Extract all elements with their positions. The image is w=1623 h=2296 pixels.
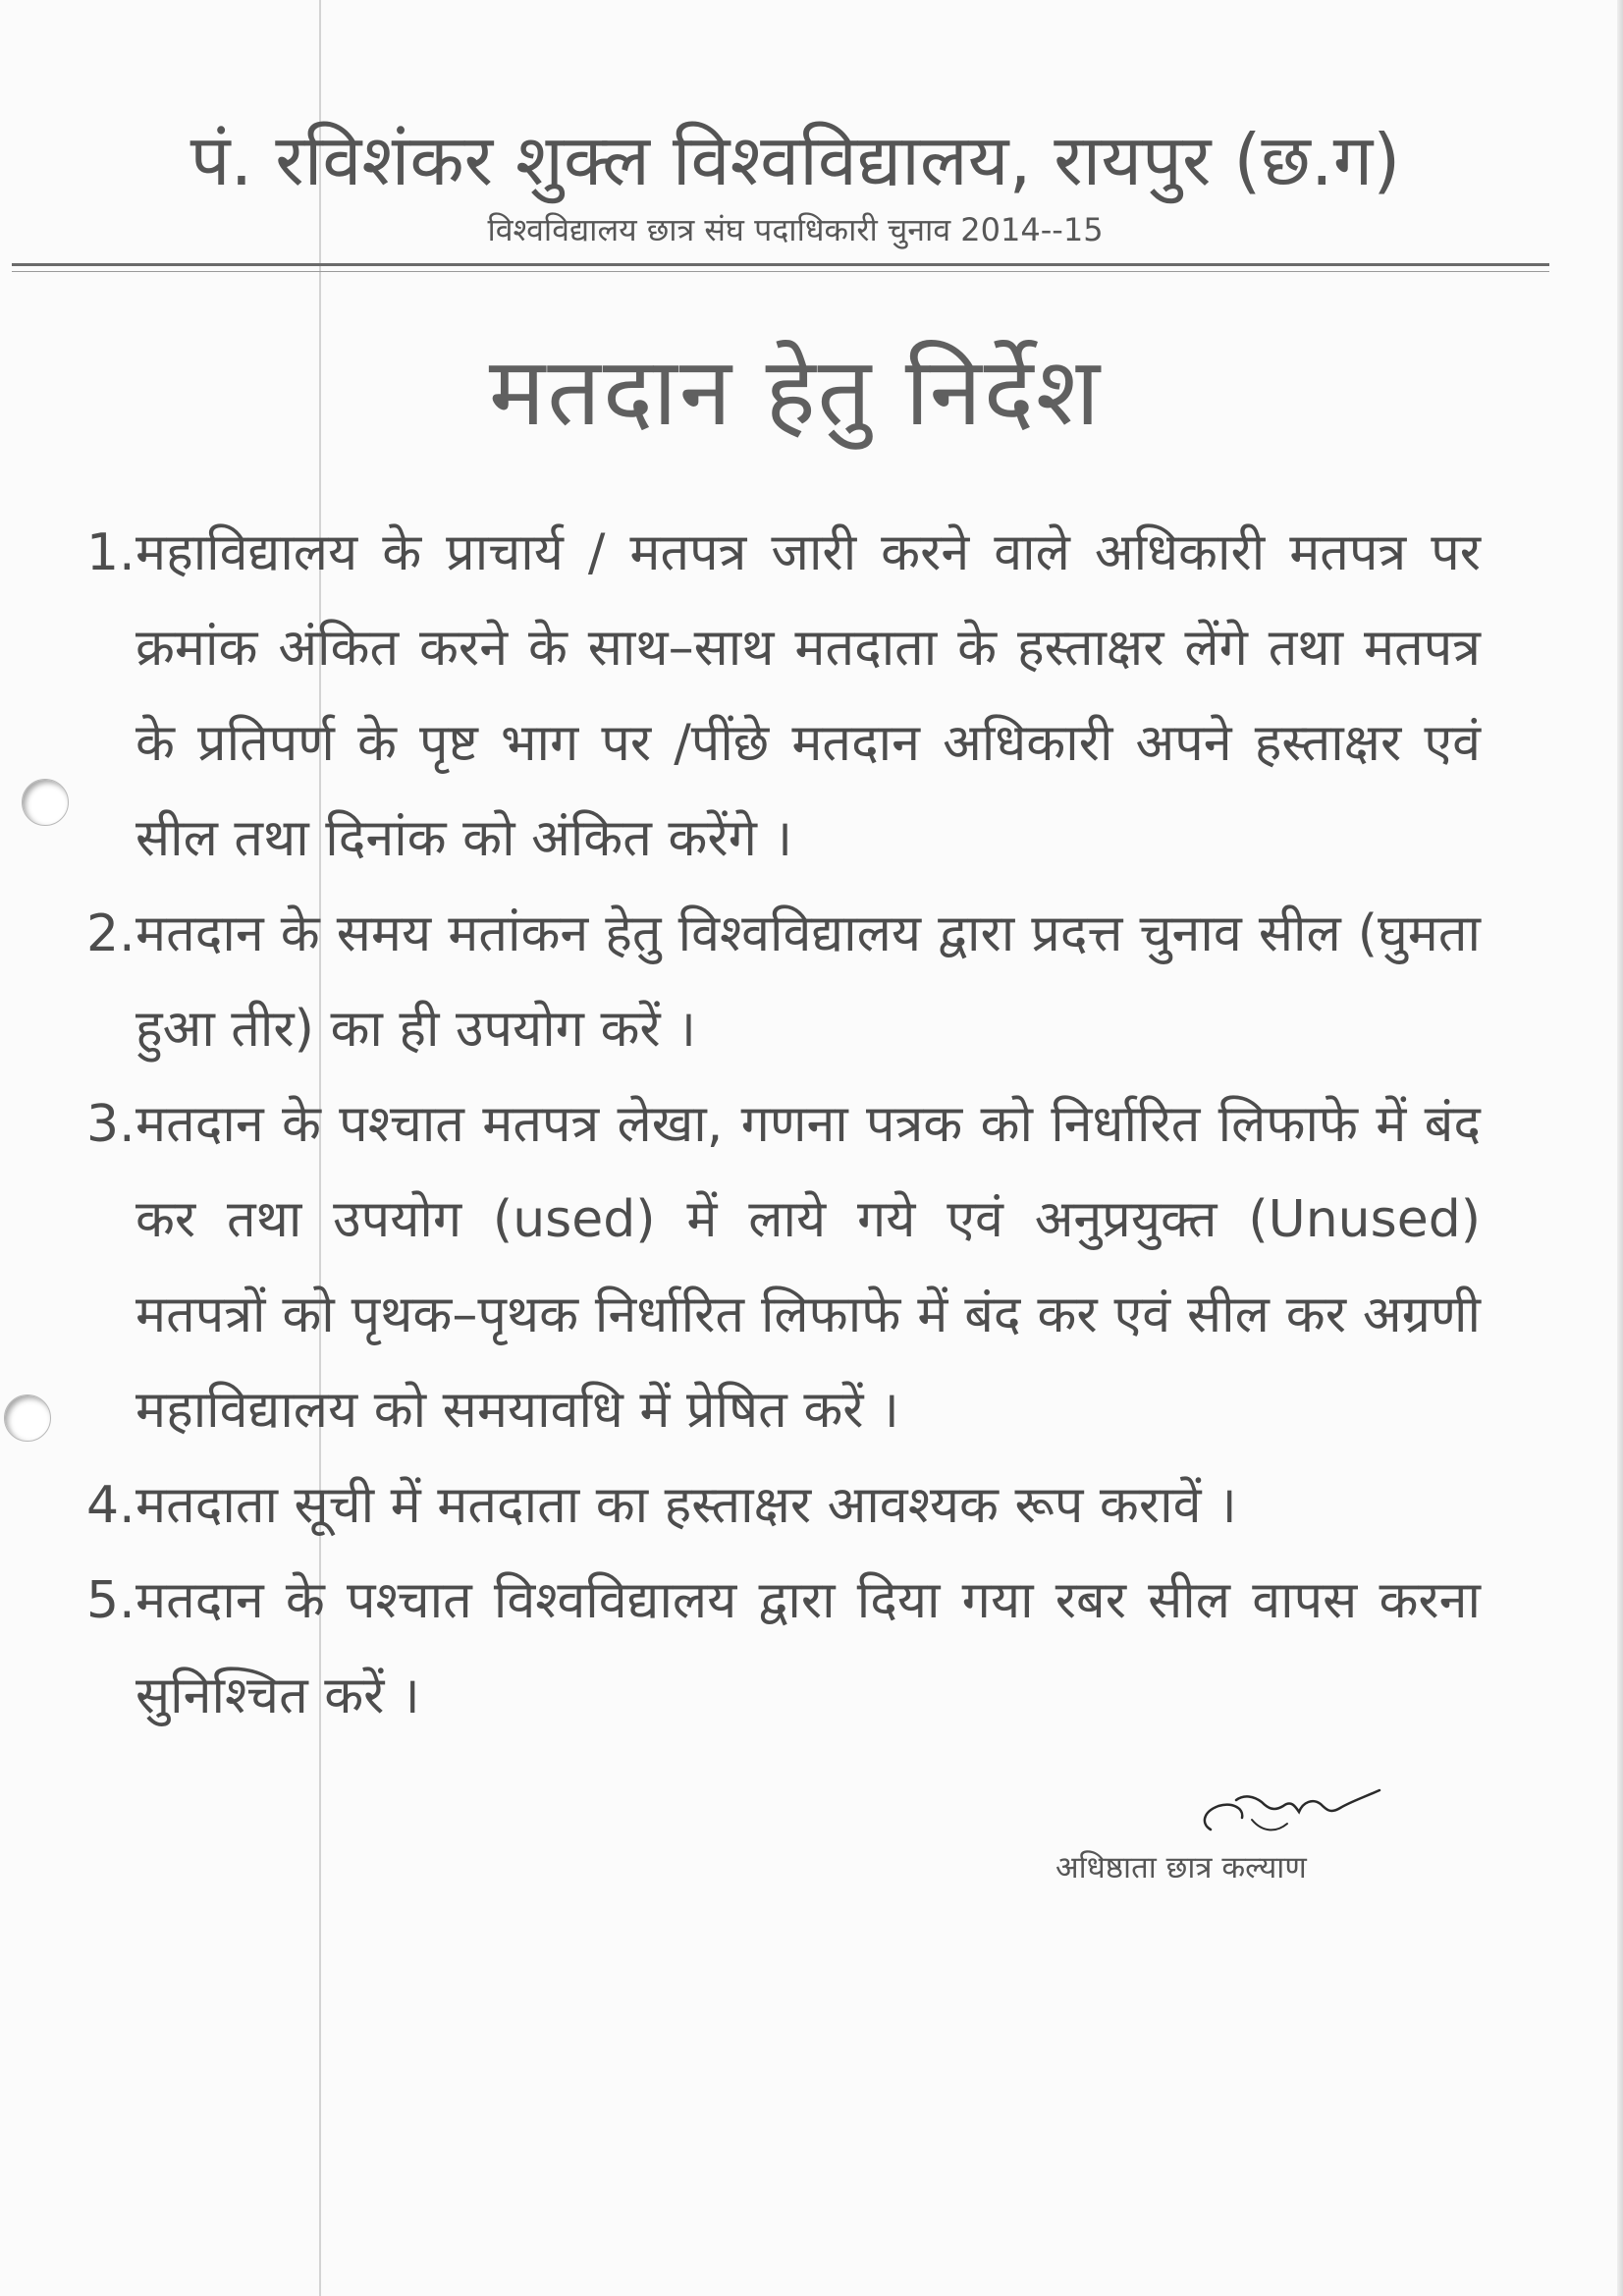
instruction-item-1 (86, 506, 1481, 887)
instruction-number: 4. (86, 1476, 135, 1535)
election-title: विश्वविद्यालय छात्र संघ पदाधिकारी चुनाव 2014--15 (487, 211, 1104, 248)
instruction-number: 5. (86, 1571, 135, 1630)
instruction-number: 3. (86, 1095, 135, 1154)
header-rule (12, 263, 1549, 266)
instruction-list (86, 506, 1481, 1744)
instruction-text: मतदान के समय मतांकन हेतु विश्वविद्यालय द्वारा प्रदत्त चुनाव सील (घुमता हुआ तीर) का ही उपयोग करें । (135, 904, 1481, 1059)
punch-hole-top (22, 779, 69, 826)
instruction-item-5 (86, 1554, 1481, 1744)
instruction-item-2 (86, 887, 1481, 1077)
instruction-number: 1. (86, 523, 135, 582)
university-name: पं. रविशंकर शुक्ल विश्वविद्यालय, रायपुर (छ.ग) (189, 119, 1401, 201)
instruction-item-4 (86, 1458, 1481, 1554)
punch-hole-bottom (4, 1394, 51, 1442)
signatory-title: अधिष्ठाता छात्र कल्याण (1055, 1850, 1307, 1886)
header-rule-thin (12, 271, 1549, 272)
instruction-text: मतदाता सूची में मतदाता का हस्ताक्षर आवश्यक रूप करावें । (135, 1476, 1237, 1535)
page-heading: मतदान हेतु निर्देश (488, 337, 1103, 447)
page-edge (1617, 0, 1623, 2296)
instruction-item-3 (86, 1077, 1481, 1458)
instruction-text: महाविद्यालय के प्राचार्य / मतपत्र जारी करने वाले अधिकारी मतपत्र पर क्रमांक अंकित करने के साथ–साथ मतदाता के हस्ताक्षर लेंगे तथा मतपत्र के प्रतिपर्ण के पृष्ट भाग पर /पींछे मतदान अधिकारी अपने हस्ताक्षर एवं सील तथा दिनांक को अंकित करेंगे । (135, 523, 1481, 868)
instruction-text: मतदान के पश्चात मतपत्र लेखा, गणना पत्रक को निर्धारित लिफाफे में बंद कर तथा उपयोग (used) में लाये गये एवं अनुप्रयुक्त (Unused) मतपत्रों को पृथक–पृथक निर्धारित लिफाफे में बंद कर एवं सील कर अग्रणी महाविद्यालय को समयावधि में प्रेषित करें । (135, 1095, 1481, 1440)
instruction-text: मतदान के पश्चात विश्वविद्यालय द्वारा दिया गया रबर सील वापस करना सुनिश्चित करें । (135, 1571, 1481, 1725)
handwritten-signature (1193, 1773, 1389, 1851)
instruction-number: 2. (86, 904, 135, 963)
